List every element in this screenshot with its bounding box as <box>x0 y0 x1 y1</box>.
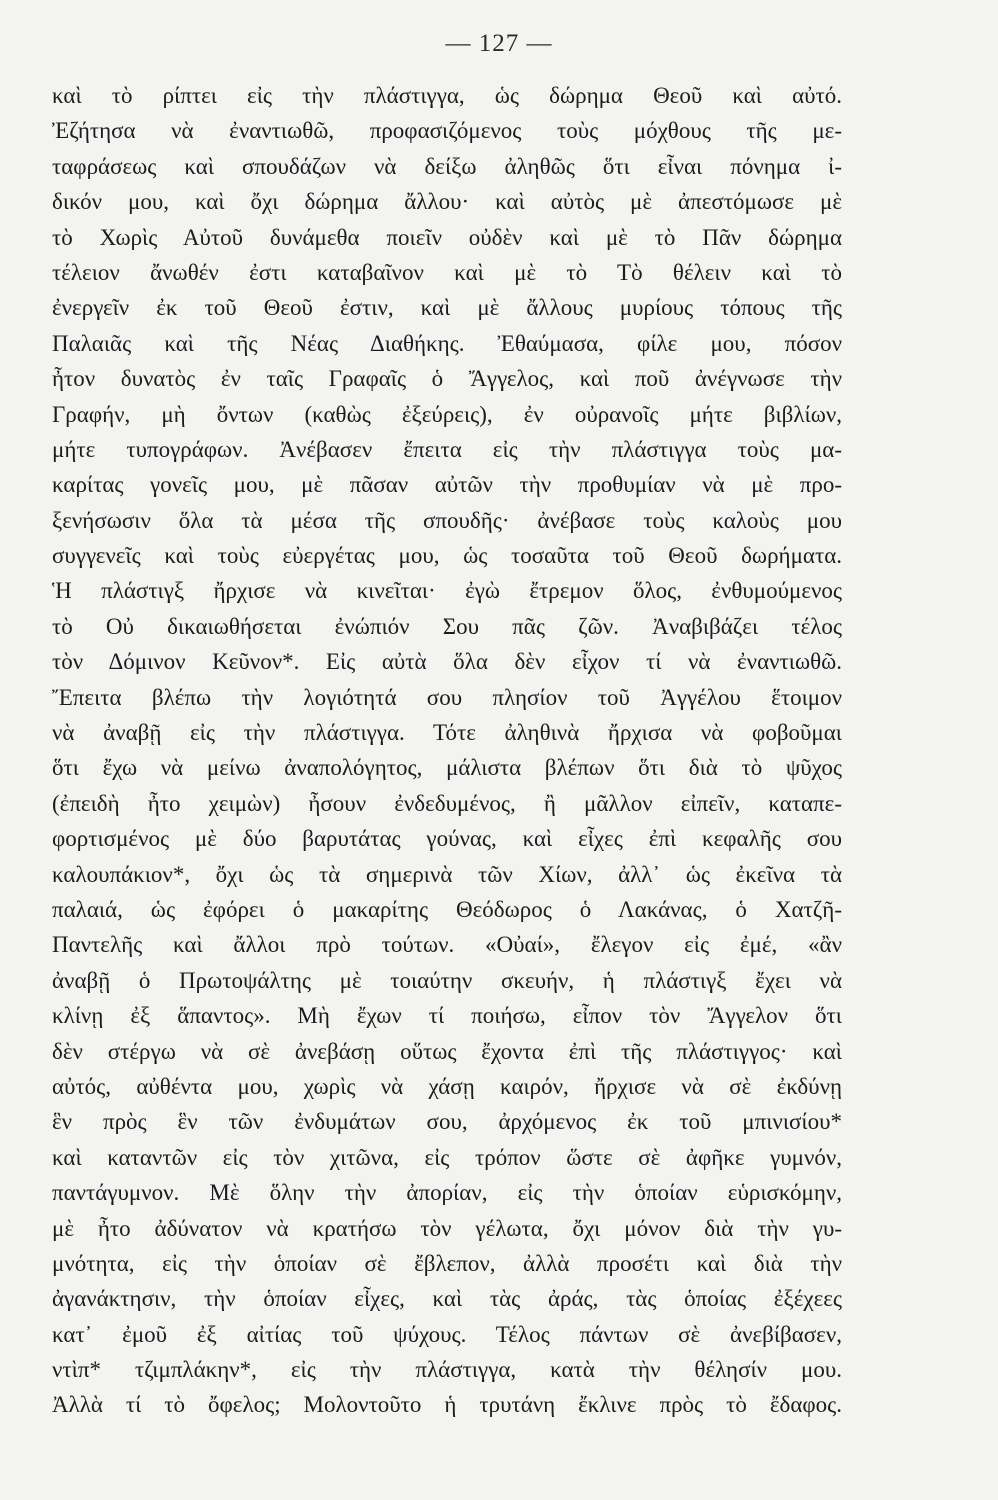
text-line: καρίτας γονεῖς μου, μὲ πᾶσαν αὐτῶν τὴν προθυμίαν νὰ μὲ προ- <box>52 472 842 498</box>
text-line: ντὶπ* τζιμπλάκην*, εἰς τὴν πλάστιγγα, κατὰ τὴν θέλησίν μου. <box>52 1357 842 1383</box>
text-line: Ἔπειτα βλέπω τὴν λογιότητά σου πλησίον τοῦ Ἀγγέλου ἕτοιμον <box>52 684 842 710</box>
text-line: τέλειον ἄνωθέν ἐστι καταβαῖνον καὶ μὲ τὸ Τὸ θέλειν καὶ τὸ <box>52 259 842 285</box>
text-line: καὶ καταντῶν εἰς τὸν χιτῶνα, εἰς τρόπον ὥστε σὲ ἀφῆκε γυμνόν, <box>52 1144 842 1170</box>
text-line: φορτισμένος μὲ δύο βαρυτάτας γούνας, καὶ εἶχες ἐπὶ κεφαλῆς σου <box>52 826 842 852</box>
text-line: ξενήσωσιν ὅλα τὰ μέσα τῆς σπουδῆς· ἀνέβασε τοὺς καλοὺς μου <box>52 507 842 533</box>
text-line: καὶ τὸ ρίπτει εἰς τὴν πλάστιγγα, ὡς δώρημα Θεοῦ καὶ αὐτό. <box>52 83 842 108</box>
text-line: Ἐζήτησα νὰ ἐναντιωθῶ, προφασιζόμενος τοὺς μόχθους τῆς με- <box>52 118 842 144</box>
text-line: τὸ Χωρὶς Αὐτοῦ δυνάμεθα ποιεῖν οὐδὲν καὶ μὲ τὸ Πᾶν δώρημα <box>52 224 842 250</box>
text-line: ταφράσεως καὶ σπουδάζων νὰ δείξω ἀληθῶς ὅτι εἶναι πόνημα ἰ- <box>52 153 842 179</box>
text-line: καλουπάκιον*, ὄχι ὡς τὰ σημερινὰ τῶν Χίων, ἀλλ᾽ ὡς ἐκεῖνα τὰ <box>52 861 842 887</box>
text-line: Γραφήν, μὴ ὄντων (καθὼς ἐξεύρεις), ἐν οὐρανοῖς μήτε βιβλίων, <box>52 401 842 427</box>
text-line: κατ᾽ ἐμοῦ ἐξ αἰτίας τοῦ ψύχους. Τέλος πάντων σὲ ἀνεβίβασεν, <box>52 1321 842 1347</box>
text-line: μνότητα, εἰς τὴν ὁποίαν σὲ ἔβλεπον, ἀλλὰ προσέτι καὶ διὰ τὴν <box>52 1250 842 1276</box>
text-line: Ἀλλὰ τί τὸ ὄφελος; Μολοντοῦτο ἡ τρυτάνη ἔκλινε πρὸς τὸ ἔδαφος. <box>52 1392 842 1418</box>
text-line: τὸ Οὐ δικαιωθήσεται ἐνώπιόν Σου πᾶς ζῶν. Ἀναβιβάζει τέλος <box>52 613 842 639</box>
text-line: συγγενεῖς καὶ τοὺς εὐεργέτας μου, ὡς τοσαῦτα τοῦ Θεοῦ δωρήματα. <box>52 543 842 569</box>
text-line: παντάγυμνον. Μὲ ὅλην τὴν ἀπορίαν, εἰς τὴν ὁποίαν εὑρισκόμην, <box>52 1180 842 1206</box>
text-line: αὐτός, αὐθέντα μου, χωρὶς νὰ χάσῃ καιρόν, ἤρχισε νὰ σὲ ἐκδύνῃ <box>52 1073 842 1099</box>
text-line: παλαιά, ὡς ἐφόρει ὁ μακαρίτης Θεόδωρος ὁ Λακάνας, ὁ Χατζῆ- <box>52 896 842 922</box>
text-line: (ἐπειδὴ ἦτο χειμὼν) ἦσουν ἐνδεδυμένος, ἢ μᾶλλον εἰπεῖν, καταπε- <box>52 790 842 816</box>
text-line: Ἡ πλάστιγξ ἤρχισε νὰ κινεῖται· ἐγὼ ἔτρεμον ὅλος, ἐνθυμούμενος <box>52 578 842 604</box>
text-line: μὲ ἦτο ἀδύνατον νὰ κρατήσω τὸν γέλωτα, ὄχι μόνον διὰ τὴν γυ- <box>52 1215 842 1241</box>
body-text <box>52 78 842 1423</box>
text-line: ὅτι ἔχω νὰ μείνω ἀναπολόγητος, μάλιστα βλέπων ὅτι διὰ τὸ ψῦχος <box>52 755 842 781</box>
text-line: νὰ ἀναβῇ εἰς τὴν πλάστιγγα. Τότε ἀληθινὰ ἤρχισα νὰ φοβοῦμαι <box>52 720 842 746</box>
text-line: ἀγανάκτησιν, τὴν ὁποίαν εἶχες, καὶ τὰς ἀράς, τὰς ὁποίας ἐξέχεες <box>52 1286 842 1312</box>
text-line: τὸν Δόμινον Κεῦνον*. Εἰς αὐτὰ ὅλα δὲν εἶχον τί νὰ ἐναντιωθῶ. <box>52 649 842 675</box>
text-line: Παλαιᾶς καὶ τῆς Νέας Διαθήκης. Ἐθαύμασα, φίλε μου, πόσον <box>52 330 842 356</box>
text-line: Παντελῆς καὶ ἄλλοι πρὸ τούτων. «Οὐαί», ἔλεγον εἰς ἐμέ, «ἂν <box>52 932 842 958</box>
page-number: — 127 — <box>445 30 553 57</box>
text-line: ἓν πρὸς ἓν τῶν ἐνδυμάτων σου, ἀρχόμενος ἐκ τοῦ μπινισίου* <box>52 1109 842 1135</box>
text-line: δικόν μου, καὶ ὄχι δώρημα ἄλλου· καὶ αὐτὸς μὲ ἀπεστόμωσε μὲ <box>52 189 842 215</box>
text-line: ἀναβῇ ὁ Πρωτοψάλτης μὲ τοιαύτην σκευήν, ἡ πλάστιγξ ἔχει νὰ <box>52 967 842 993</box>
text-line: δὲν στέργω νὰ σὲ ἀνεβάσῃ οὕτως ἔχοντα ἐπὶ τῆς πλάστιγγος· καὶ <box>52 1038 842 1064</box>
text-line: ἦτον δυνατὸς ἐν ταῖς Γραφαῖς ὁ Ἄγγελος, καὶ ποῦ ἀνέγνωσε τὴν <box>52 366 842 392</box>
text-line: μήτε τυπογράφων. Ἀνέβασεν ἔπειτα εἰς τὴν πλάστιγγα τοὺς μα- <box>52 436 842 462</box>
text-line: ἐνεργεῖν ἐκ τοῦ Θεοῦ ἐστιν, καὶ μὲ ἄλλους μυρίους τόπους τῆς <box>52 295 842 321</box>
text-line: κλίνῃ ἐξ ἅπαντος». Μὴ ἔχων τί ποιήσω, εἶπον τὸν Ἄγγελον ὅτι <box>52 1003 842 1029</box>
